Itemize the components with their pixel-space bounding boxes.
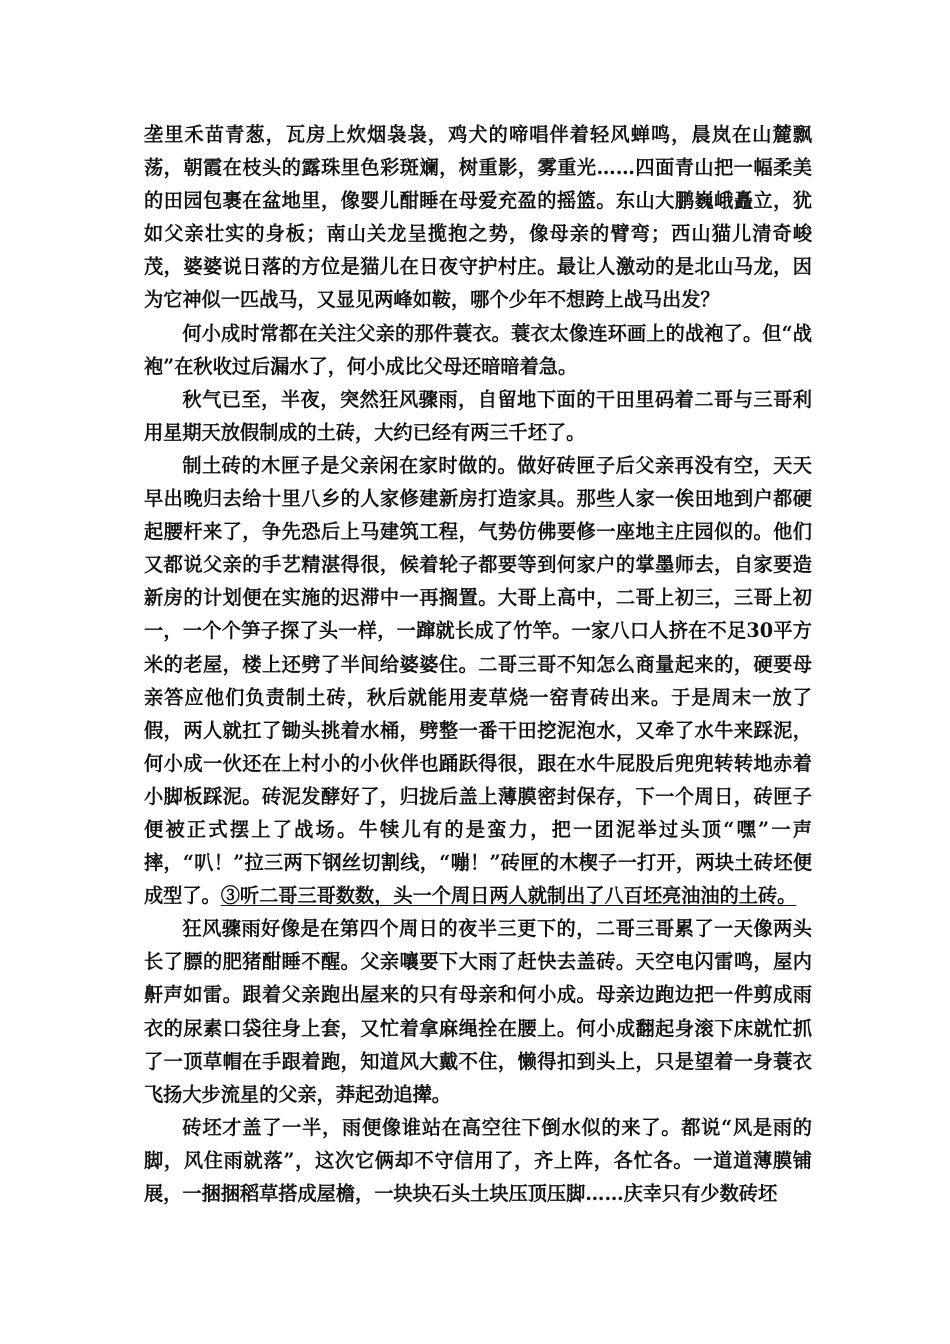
paragraph-text: 垄里禾苗青葱，瓦房上炊烟袅袅，鸡犬的啼唱伴着轻风蝉鸣，晨岚在山麓飘荡，朝霞在枝头的露珠里色彩斑斓，树重影，雾重光……四面青山把一幅柔美的田园包裹在盆地里，像婴儿酣睡在母爱充盈的摇篮。东山大鹏巍峨矗立，犹如父亲壮实的身板；南山关龙呈揽抱之势，像母亲的臂弯；西山猫儿清奇峻茂，婆婆说日落的方位是猫儿在日夜守护村庄。最让人激动的是北山马龙，因为它神似一匹战马，又显见两峰如鞍，哪个少年不想跨上战马出发？ bbox=[144, 123, 812, 312]
paragraph-text: 制土砖的木匣子是父亲闲在家时做的。做好砖匣子后父亲再没有空，天天早出晚归去给十里八乡的人家修建新房打造家具。那些人家一俟田地到户都硬起腰杆来了，争先恐后上马建筑工程，气势仿佛要修一座地主庄园似的。他们又都说父亲的手艺精湛得很，候着轮子都要等到何家户的掌墨师去，自家要造新房的计划便在实施的迟滞中一再搁置。大哥上高中，二哥上初三，三哥上初一，一个个笋子探了头一样，一蹿就长成了竹竿。一家八口人挤在不足30平方米的老屋，楼上还劈了半间给婆婆住。二哥三哥不知怎么商量起来的，硬要母亲答应他们负责制土砖，秋后就能用麦草烧一窑青砖出来。于是周末一放了假，两人就扛了锄头挑着水桶，劈整一番干田挖泥泡水，又牵了水牛来踩泥，何小成一伙还在上村小的小伙伴也踊跃得很，跟在水牛屁股后兜兜转转地赤着小脚板踩泥。砖泥发酵好了，归拢后盖上薄膜密封保存，下一个周日，砖匣子便被正式摆上了战场。牛犊儿有的是蛮力，把一团泥举过头顶“嘿”一声摔，“叭！”拉三两下钢丝切割线，“嘣！”砖匣的木楔子一打开，两块土砖坯便成型了。 bbox=[144, 453, 812, 908]
paragraph-text: 砖坯才盖了一半，雨便像谁站在高空往下倒水似的来了。都说“风是雨的脚，风住雨就落”，这次它俩却不守信用了，齐上阵，各忙各。一道道薄膜铺展，一捆捆稻草搭成屋檐，一块块石头土块压顶压脚……庆幸只有少数砖坯 bbox=[144, 1115, 812, 1205]
paragraph bbox=[144, 1111, 812, 1210]
paragraph bbox=[144, 449, 812, 912]
paragraph bbox=[144, 317, 812, 383]
paragraph-text: 何小成时常都在关注父亲的那件蓑衣。蓑衣太像连环画上的战袍了。但“战袍”在秋收过后漏水了，何小成比父母还暗暗着急。 bbox=[144, 321, 812, 378]
article-body bbox=[144, 118, 812, 1210]
underlined-sentence-3: ③听二哥三哥数数，头一个周日两人就制出了八百坯亮油油的土砖。 bbox=[220, 884, 797, 908]
paragraph bbox=[144, 118, 812, 317]
paragraph-text: 秋气已至，半夜，突然狂风骤雨，自留地下面的干田里码着二哥与三哥利用星期天放假制成的土砖，大约已经有两三千坯了。 bbox=[144, 387, 812, 444]
paragraph bbox=[144, 383, 812, 449]
paragraph bbox=[144, 912, 812, 1111]
paragraph-text: 狂风骤雨好像是在第四个周日的夜半三更下的，二哥三哥累了一天像两头长了膘的肥猪酣睡不醒。父亲嚷要下大雨了赶快去盖砖。天空电闪雷鸣，屋内鼾声如雷。跟着父亲跑出屋来的只有母亲和何小成。母亲边跑边把一件剪成雨衣的尿素口袋往身上套，又忙着拿麻绳拴在腰上。何小成翻起身滚下床就忙抓了一顶草帽在手跟着跑，知道风大戴不住，懒得扣到头上，只是望着一身蓑衣飞扬大步流星的父亲，莽起劲追撵。 bbox=[144, 917, 812, 1106]
